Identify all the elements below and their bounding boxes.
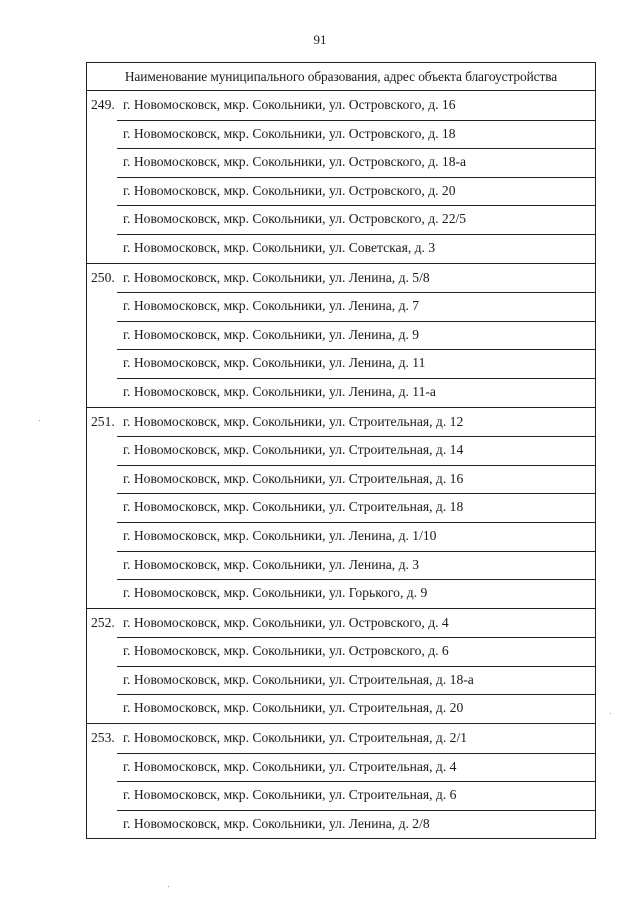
- item-number: 251.: [91, 413, 115, 429]
- table-row: [87, 753, 595, 782]
- item-number: 249.: [91, 97, 115, 112]
- address-text: г. Новомосковск, мкр. Сокольники, ул. Островского, д. 22/5: [123, 211, 467, 227]
- address-text: г. Новомосковск, мкр. Сокольники, ул. Ленина, д. 3: [123, 556, 420, 572]
- address-text: г. Новомосковск, мкр. Сокольники, ул. Строительная, д. 16: [123, 470, 464, 486]
- table-row: [87, 292, 595, 321]
- table-row: [87, 551, 595, 580]
- address-text: г. Новомосковск, мкр. Сокольники, ул. Строительная, д. 14: [123, 442, 464, 458]
- item-number: 253.: [91, 730, 115, 746]
- table-row: [87, 666, 595, 695]
- address-text: г. Новомосковск, мкр. Сокольники, ул. Островского, д. 16: [123, 97, 456, 112]
- address-text: г. Новомосковск, мкр. Сокольники, ул. Строительная, д. 20: [123, 700, 464, 716]
- address-text: г. Новомосковск, мкр. Сокольники, ул. Островского, д. 18: [123, 125, 456, 141]
- table-row: [87, 465, 595, 494]
- table-row: [87, 91, 595, 120]
- table-row: [87, 321, 595, 350]
- table-row: [87, 436, 595, 465]
- table-row: [87, 694, 595, 723]
- table-row: [87, 522, 595, 551]
- address-text: г. Новомосковск, мкр. Сокольники, ул. Ленина, д. 9: [123, 326, 420, 342]
- address-text: г. Новомосковск, мкр. Сокольники, ул. Горького, д. 9: [123, 585, 428, 601]
- address-text: г. Новомосковск, мкр. Сокольники, ул. Островского, д. 4: [123, 614, 449, 630]
- scan-speck: [168, 886, 169, 887]
- address-group: [87, 608, 595, 723]
- table-row: [87, 177, 595, 206]
- page-number: 91: [313, 32, 327, 47]
- address-group: [87, 91, 595, 263]
- table-row: [87, 408, 595, 437]
- table-body: [87, 91, 595, 838]
- address-text: г. Новомосковск, мкр. Сокольники, ул. Ленина, д. 11: [123, 355, 426, 371]
- table-row: [87, 349, 595, 378]
- table-row: [87, 120, 595, 149]
- table-row: [87, 810, 595, 839]
- address-text: г. Новомосковск, мкр. Сокольники, ул. Ленина, д. 11-а: [123, 383, 436, 399]
- table-row: [87, 609, 595, 638]
- address-text: г. Новомосковск, мкр. Сокольники, ул. Строительная, д. 6: [123, 787, 457, 803]
- address-text: г. Новомосковск, мкр. Сокольники, ул. Ленина, д. 1/10: [123, 527, 437, 543]
- table-row: [87, 234, 595, 263]
- address-text: г. Новомосковск, мкр. Сокольники, ул. Советская, д. 3: [123, 239, 436, 255]
- table-row: [87, 579, 595, 608]
- table-row: [87, 264, 595, 293]
- item-number: 252.: [91, 614, 115, 630]
- address-text: г. Новомосковск, мкр. Сокольники, ул. Ленина, д. 2/8: [123, 815, 430, 831]
- table-row: [87, 637, 595, 666]
- table-header: Наименование муниципального образования, адрес объекта благоустройства: [87, 63, 595, 91]
- table-row: [87, 493, 595, 522]
- table-row: [87, 148, 595, 177]
- scan-speck: [610, 713, 611, 714]
- address-text: г. Новомосковск, мкр. Сокольники, ул. Островского, д. 20: [123, 182, 456, 198]
- address-group: [87, 407, 595, 608]
- table-row: [87, 378, 595, 407]
- address-group: [87, 263, 595, 407]
- address-text: г. Новомосковск, мкр. Сокольники, ул. Строительная, д. 18-а: [123, 671, 474, 687]
- address-text: г. Новомосковск, мкр. Сокольники, ул. Строительная, д. 4: [123, 758, 457, 774]
- table-row: [87, 205, 595, 234]
- address-text: г. Новомосковск, мкр. Сокольники, ул. Строительная, д. 2/1: [123, 730, 468, 746]
- address-text: г. Новомосковск, мкр. Сокольники, ул. Строительная, д. 12: [123, 413, 464, 429]
- table-row: [87, 724, 595, 753]
- address-table: [86, 62, 596, 839]
- address-text: г. Новомосковск, мкр. Сокольники, ул. Островского, д. 6: [123, 643, 449, 659]
- address-group: [87, 723, 595, 838]
- address-text: г. Новомосковск, мкр. Сокольники, ул. Ленина, д. 5/8: [123, 269, 430, 285]
- address-text: г. Новомосковск, мкр. Сокольники, ул. Строительная, д. 18: [123, 499, 464, 515]
- item-number: 250.: [91, 269, 115, 285]
- scan-speck: [39, 420, 40, 421]
- table-row: [87, 781, 595, 810]
- address-text: г. Новомосковск, мкр. Сокольники, ул. Ленина, д. 7: [123, 298, 420, 314]
- address-text: г. Новомосковск, мкр. Сокольники, ул. Островского, д. 18-а: [123, 154, 467, 170]
